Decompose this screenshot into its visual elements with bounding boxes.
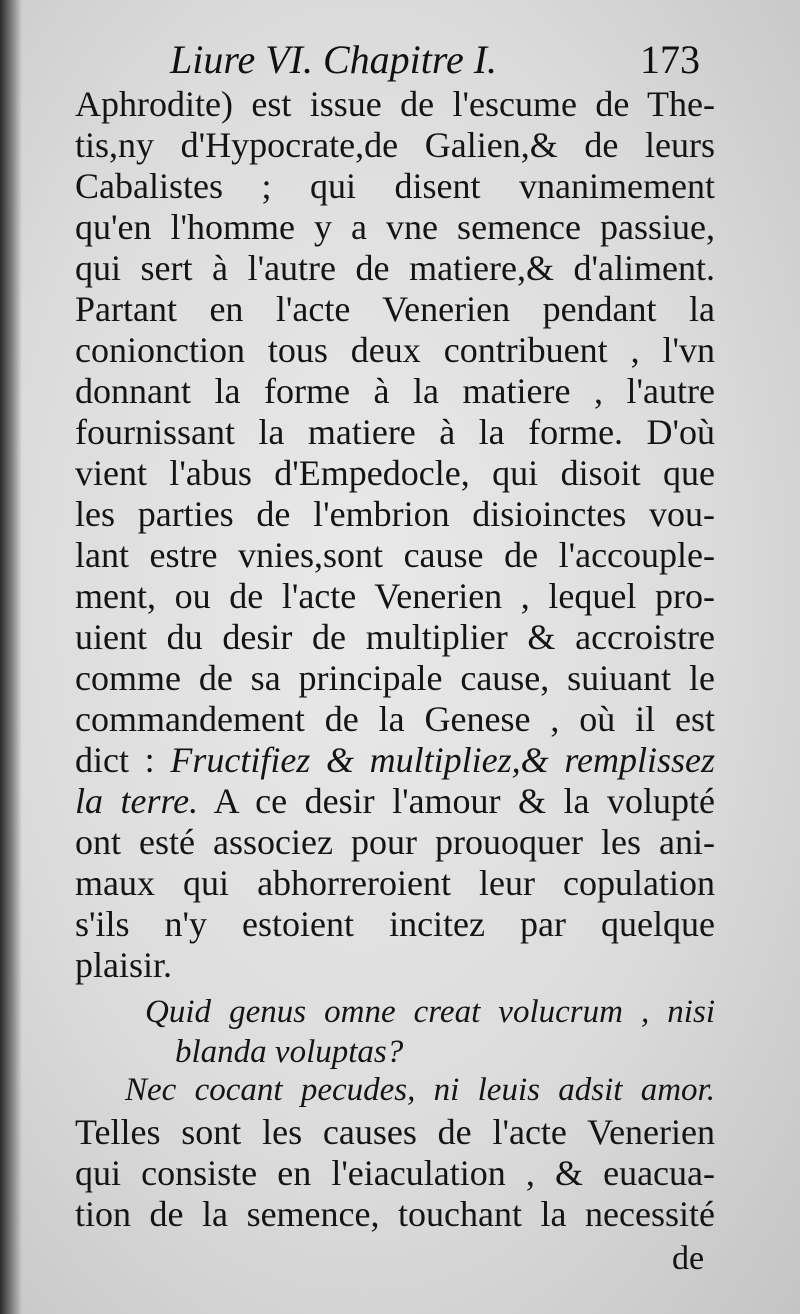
text-line: fournissant la matiere à la forme. D'où	[75, 412, 715, 452]
text-line: qui sert à l'autre de matiere,& d'aliment.	[75, 248, 715, 288]
running-title: Liure VI. Chapitre I.	[170, 37, 498, 82]
text-line: ment, ou de l'acte Venerien , lequel pro-	[75, 576, 715, 616]
text-line: ont esté associez pour prouoquer les ani-	[75, 822, 715, 862]
text-line: conionction tous deux contribuent , l'vn	[75, 330, 715, 370]
terre-line	[75, 781, 715, 822]
text-line: plaisir.	[75, 945, 172, 985]
text-line: Partant en l'acte Venerien pendant la	[75, 289, 715, 329]
text-line: Telles sont les causes de l'acte Venerien	[75, 1112, 715, 1152]
terre-roman: A ce desir l'amour & la volupté	[198, 781, 715, 821]
latin-verse-line-3: Nec cocant pecudes, ni leuis adsit amor.	[125, 1072, 715, 1108]
text-line: Cabalistes ; qui disent vnanimement	[75, 166, 715, 206]
scripture-quote-end: la terre.	[75, 781, 199, 821]
text-line: commandement de la Genese , où il est	[75, 699, 715, 739]
gutter-shadow	[0, 0, 22, 1314]
text-line: donnant la forme à la matiere , l'autre	[75, 371, 715, 411]
closing-text-block	[75, 1112, 715, 1235]
text-line: tion de la semence, touchant la necessité	[75, 1194, 715, 1234]
main-text-block	[75, 84, 715, 986]
text-line: comme de sa principale cause, suiuant le	[75, 658, 715, 698]
latin-verse-line-1: Quid genus omne creat volucrum , nisi	[145, 994, 715, 1030]
page-header	[0, 32, 800, 92]
scripture-quote: Fructifiez & multipliez,& remplissez	[170, 740, 716, 780]
text-line: qui consiste en l'eiaculation , & euacua-	[75, 1153, 715, 1193]
text-line: vient l'abus d'Empedocle, qui disoit que	[75, 453, 715, 493]
text-line: uient du desir de multiplier & accroistre	[75, 617, 715, 657]
latin-verse-line-2: blanda voluptas?	[175, 1034, 404, 1070]
text-line: lant estre vnies,sont cause de l'accouple-	[75, 535, 715, 575]
text-line: s'ils n'y estoient incitez par quelque	[75, 904, 715, 944]
text-line: Aphrodite) est issue de l'escume de The-	[75, 84, 715, 124]
text-line: maux qui abhorreroient leur copulation	[75, 863, 715, 903]
text-line: les parties de l'embrion disioinctes vou-	[75, 494, 715, 534]
dict-line	[75, 740, 715, 781]
text-line: qu'en l'homme y a vne semence passiue,	[75, 207, 715, 247]
dict-roman: dict :	[75, 740, 171, 780]
page-number: 173	[640, 37, 700, 82]
text-line: tis,ny d'Hypocrate,de Galien,& de leurs	[75, 125, 715, 165]
catchword: de	[672, 1240, 705, 1277]
